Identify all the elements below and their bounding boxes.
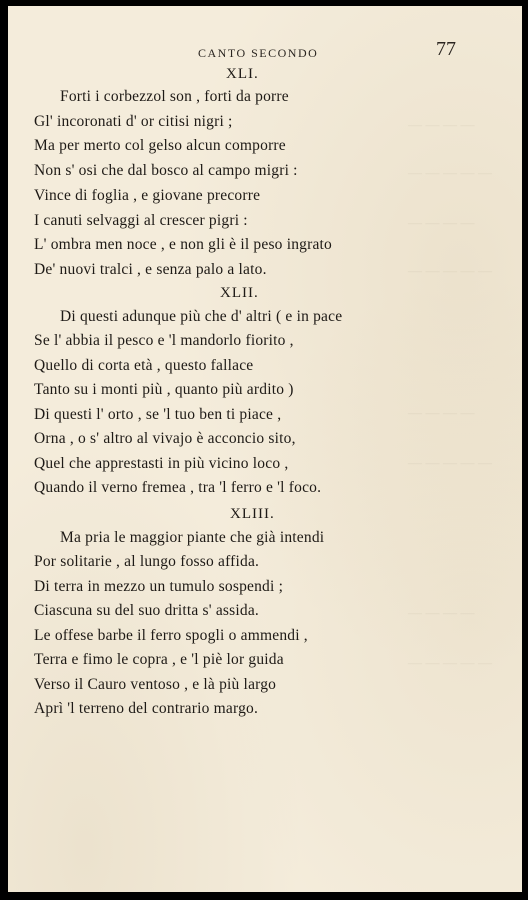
stanza-number: XLI. — [226, 66, 259, 82]
verse-line: Di questi adunque più che d' altri ( e in pace — [60, 308, 343, 325]
verse-line: Le offese barbe il ferro spogli o ammendi , — [34, 627, 308, 644]
running-head: CANTO SECONDO — [198, 46, 319, 60]
verse-line: Se l' abbia il pesco e 'l mandorlo fiorito , — [34, 332, 294, 349]
verse-line: Non s' osi che dal bosco al campo migri : — [34, 162, 298, 179]
verse-line: Gl' incoronati d' or citisi nigri ; — [34, 113, 233, 130]
verse-line: I canuti selvaggi al crescer pigri : — [34, 212, 248, 229]
verse-line: L' ombra men noce , e non gli è il peso ingrato — [34, 236, 333, 253]
page-number: 77 — [436, 38, 456, 60]
verse-line: Orna , o s' altro al vivajo è acconcio sito, — [34, 430, 296, 447]
verse-line: Di terra in mezzo un tumulo sospendi ; — [34, 578, 284, 595]
verse-line: Ciascuna su del suo dritta s' assida. — [34, 602, 260, 619]
verse-line: Aprì 'l terreno del contrario margo. — [34, 700, 259, 717]
stanza-number: XLII. — [220, 285, 259, 301]
verse-line: Quel che apprestasti in più vicino loco , — [34, 455, 289, 472]
verse-line: Quello di corta età , questo fallace — [34, 357, 254, 374]
verse-line: Verso il Cauro ventoso , e là più largo — [34, 676, 277, 693]
verse-line: Ma per merto col gelso alcun comporre — [34, 137, 286, 154]
verse-line: Por solitarie , al lungo fosso affida. — [34, 553, 260, 570]
verse-line: Quando il verno fremea , tra 'l ferro e 'l foco. — [34, 479, 322, 496]
verse-line: Forti i corbezzol son , forti da porre — [60, 88, 289, 105]
verse-line: Tanto su i monti più , quanto più ardito ) — [34, 381, 294, 398]
verse-line: Vince di foglia , e giovane precorre — [34, 187, 261, 204]
verse-line: Ma pria le maggior piante che già intendi — [60, 529, 325, 546]
book-page: CANTO SECONDO 77 — — — — — — — — — — — — — — — — — — — — — — — — — — — — — — — — — — — — XLI. Forti i corbezzol son , forti da porre Gl' incoronati d' or citisi nigri ; Ma per merto col gelso alcun comporre Non s' osi che dal bosco al campo migri : Vince di foglia , e giovane precorre I canuti selvaggi al crescer pigri : L' ombra men noce , e non gli è il peso ingrato De' nuovi tralci , e senza palo a lato. XLII. Di questi adunque più che d' altri ( e in pace Se l' abbia il pesco e 'l mandorlo fiorito , Quello di corta età , questo fallace Tanto su i monti più , quanto più ardito ) Di questi l' orto , se 'l tuo ben ti piace , Orna , o s' altro al vivajo è acconcio sito, Quel che apprestasti in più vicino loco , Quando il verno fremea , tra 'l ferro e 'l foco. XLIII. Ma pria le maggior piante che già intendi Por solitarie , al lungo fosso affida. Di terra in mezzo un tumulo sospendi ; Ciascuna su del suo dritta s' assida. Le offese barbe il ferro spogli o ammendi , Terra e fimo le copra , e 'l piè lor guida Verso il Cauro ventoso , e là più largo Aprì 'l terreno del contrario margo. — [8, 6, 522, 892]
verse-line: Terra e fimo le copra , e 'l piè lor guida — [34, 651, 284, 668]
verse-line: De' nuovi tralci , e senza palo a lato. — [34, 261, 267, 278]
stanza-number: XLIII. — [230, 506, 275, 522]
verse-line: Di questi l' orto , se 'l tuo ben ti piace , — [34, 406, 282, 423]
